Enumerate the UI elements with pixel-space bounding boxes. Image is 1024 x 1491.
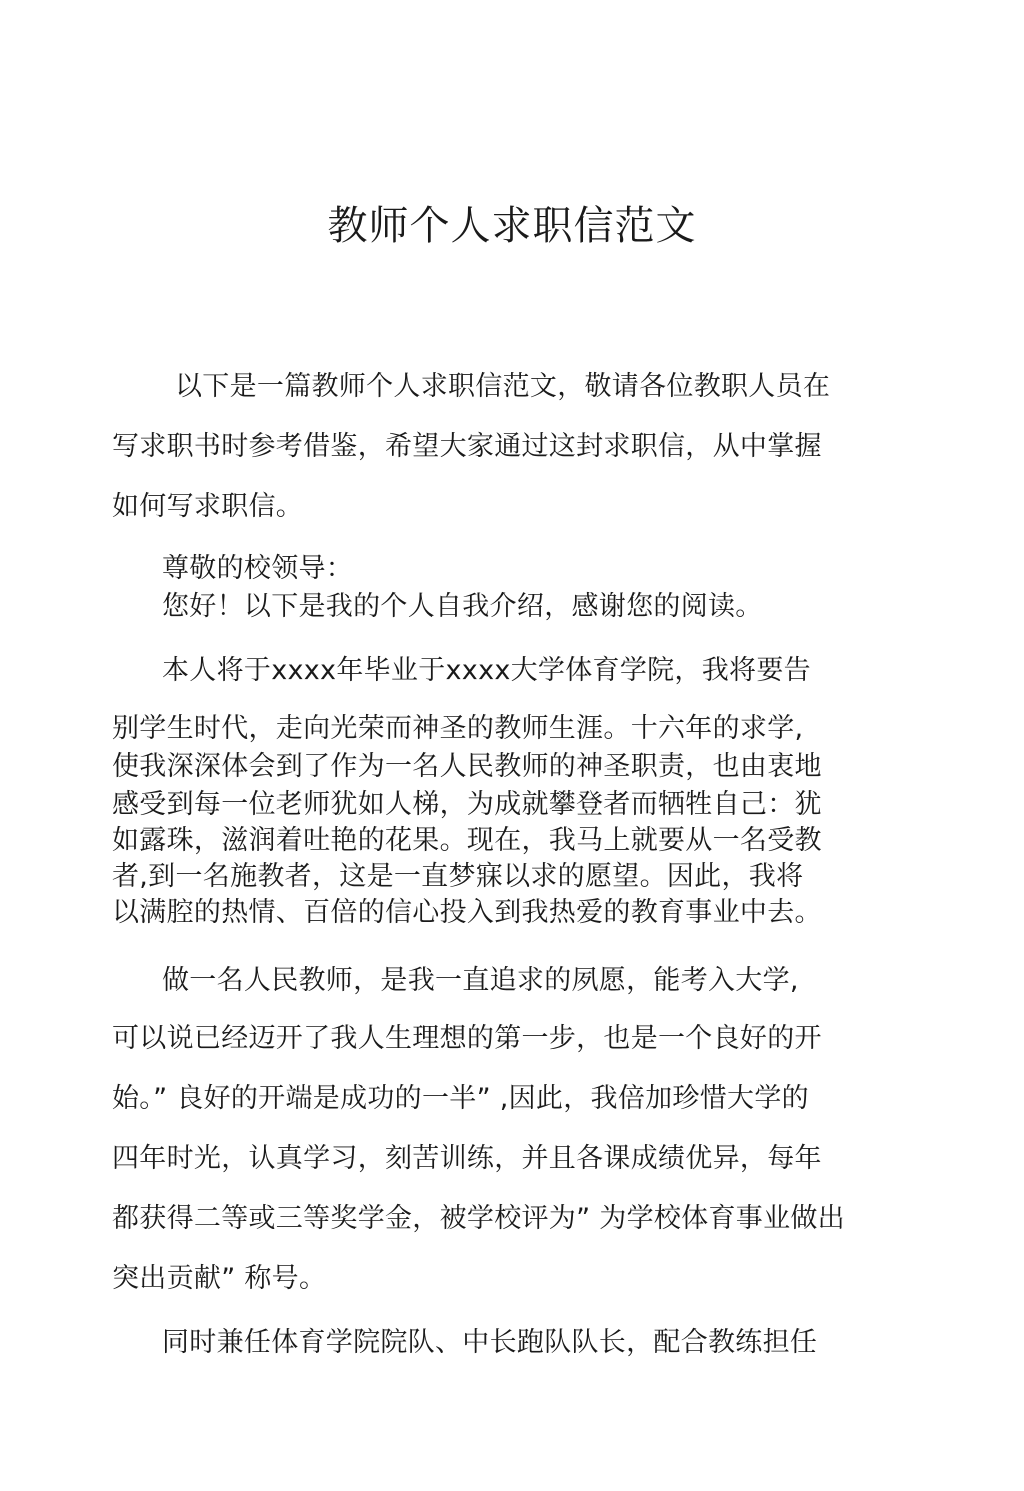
paragraph3-line-1: 同时兼任体育学院院队、中长跑队队长，配合教练担任 (162, 1327, 818, 1358)
intro-line-3: 如何写求职信。 (112, 491, 304, 522)
paragraph2-line-4: 四年时光，认真学习，刻苦训练，并且各课成绩优异，每年 (112, 1143, 822, 1174)
paragraph1-line-5: 如露珠，滋润着吐艳的花果。现在，我马上就要从一名受教 (112, 825, 822, 856)
paragraph1-line-2: 别学生时代，走向光荣而神圣的教师生涯。十六年的求学, (112, 713, 804, 744)
document-title: 教师个人求职信范文 (327, 203, 697, 249)
paragraph1-line-4: 感受到每一位老师犹如人梯，为成就攀登者而牺牲自己：犹 (112, 789, 822, 820)
paragraph1-line-6: 者,到一名施教者，这是一直梦寐以求的愿望。因此，我将 (112, 861, 804, 892)
paragraph2-line-5: 都获得二等或三等奖学金，被学校评为” 为学校体育事业做出 (112, 1203, 845, 1234)
paragraph1-line-7: 以满腔的热情、百倍的信心投入到我热爱的教育事业中去。 (112, 897, 822, 928)
intro-line-1: 以下是一篇教师个人求职信范文，敬请各位教职人员在 (175, 371, 831, 402)
paragraph2-line-3: 始。” 良好的开端是成功的一半” ,因此，我倍加珍惜大学的 (112, 1083, 809, 1114)
greeting: 您好！以下是我的个人自我介绍，感谢您的阅读。 (162, 591, 763, 622)
paragraph2-line-2: 可以说已经迈开了我人生理想的第一步，也是一个良好的开 (112, 1023, 822, 1054)
paragraph1-line-1: 本人将于xxxx年毕业于xxxx大学体育学院，我将要告 (162, 655, 811, 686)
paragraph2-line-6: 突出贡献” 称号。 (112, 1263, 327, 1294)
intro-line-2: 写求职书时参考借鉴，希望大家通过这封求职信，从中掌握 (112, 431, 822, 462)
paragraph1-line-3: 使我深深体会到了作为一名人民教师的神圣职责，也由衷地 (112, 751, 822, 782)
salutation: 尊敬的校领导： (162, 553, 354, 584)
paragraph2-line-1: 做一名人民教师，是我一直追求的夙愿，能考入大学, (162, 965, 799, 996)
